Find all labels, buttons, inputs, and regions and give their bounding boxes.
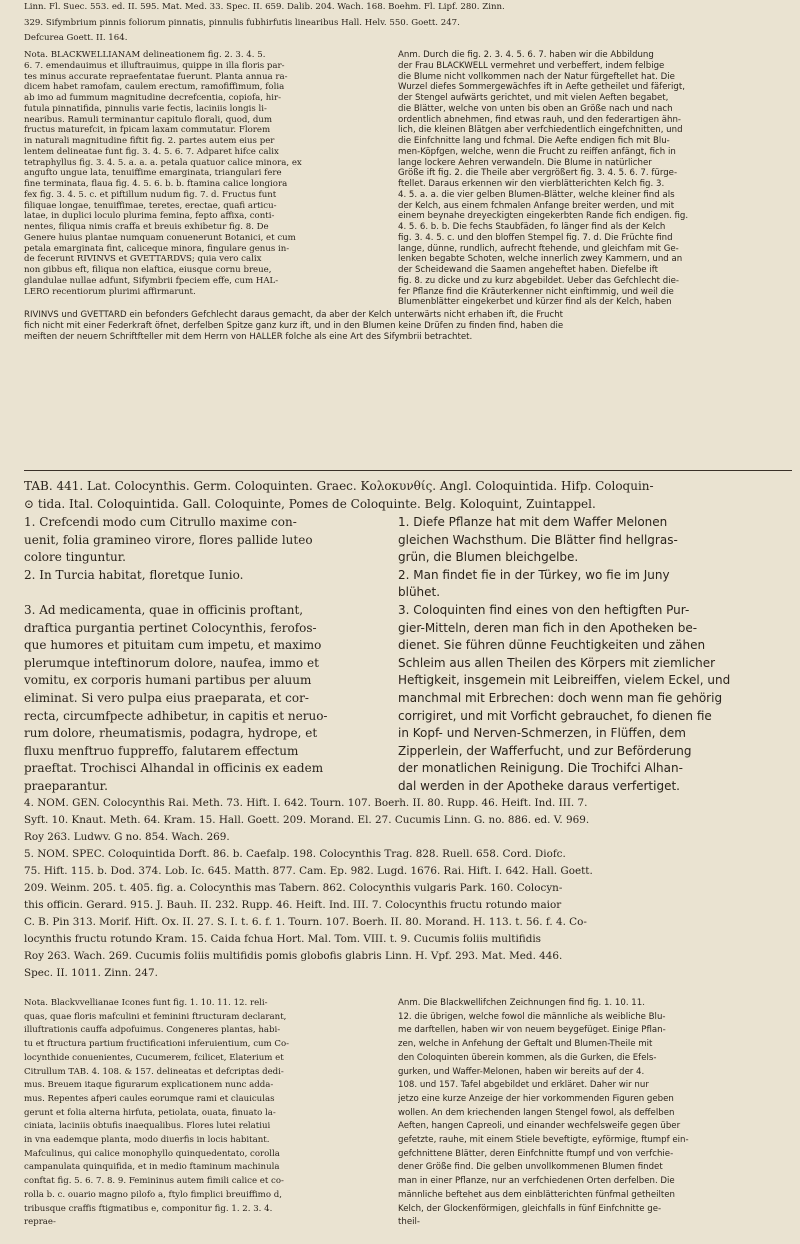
german-item-line: dal werden in der Apotheke daraus verfertiget. — [398, 779, 680, 793]
nota-latin-line: angufto ungue lata, tenuiffime emarginata, triangulari fere — [24, 168, 282, 179]
nota-latin-line: dicem habet ramofam, caulem erectum, ramofiffimum, folia — [24, 82, 285, 93]
nota-latin-line: de fecerunt RIVINVS et GVETTARDVS; quia vero calix — [24, 254, 262, 265]
latin-item-line: vomitu, ex corporis humani partibus per aluum — [24, 673, 312, 688]
nota2-latin-line: quas, quae floris mafculini et feminini ftructuram declarant, — [24, 1011, 287, 1022]
german-item-line: grün, die Blumen bleichgelbe. — [398, 550, 579, 565]
latin-item-line: fluxu menftruo fuppreffo, falutarem effectum — [24, 743, 299, 758]
nota-latin-line: petala emarginata fint, caliceque minora, fingulare genus in- — [24, 243, 290, 254]
anm2-german-line: man in einer Pflanze, nur an verfchiedenen Orten derfelben. Die — [398, 1176, 675, 1187]
anm2-german-line: gefchnittene Blätter, deren Einfchnitte ftumpf und von verfchie- — [398, 1148, 674, 1159]
nota-latin-line: lentem delineatae funt fig. 3. 4. 5. 6. 7. Adparet hifce calix — [24, 146, 279, 157]
german-item-line: dienet. Sie führen dünne Feuchtigkeiten und zähen — [398, 638, 706, 653]
latin-item-line: uenit, folia gramineo virore, flores pallide luteo — [24, 532, 313, 547]
tab-header-line: ⊙ tida. Ital. Coloquintida. Gall. Coloquinte, Pomes de Coloquinte. Belg. Koloquint, Zuintappel. — [24, 496, 596, 511]
nota-latin-line: Nota. BLACKWELLIANAM delineationem fig. 2. 3. 4. 5. — [24, 50, 266, 60]
nota-latin-line: non gibbus eft, filiqua non elaftica, eiusque cornu breue, — [24, 265, 272, 275]
anm2-german-line: wollen. An dem kriechenden langen Stengel fowol, als deffelben — [398, 1107, 675, 1118]
anm-german-line: lich, die kleinen Blätgen aber verfchiedentlich eingefchnitten, und — [398, 125, 683, 136]
german-item-line: der monatlichen Reinigung. Die Trochifci Alhan- — [398, 761, 683, 776]
german-item-line: Schleim aus allen Theilen des Körpers mit ziemlicher — [398, 655, 716, 670]
nomenclature-line: C. B. Pin 313. Morif. Hift. Ox. II. 27. S. I. t. 6. f. 1. Tourn. 107. Boerh. II. 80. Morand. H. 113. t. 56. f. 4. Co- — [24, 916, 587, 928]
nomenclature-line: 4. NOM. GEN. Colocynthis Rai. Meth. 73. Hift. I. 642. Tourn. 107. Boerh. II. 80. Rupp. 46. Heift. Ind. III. 7. — [24, 797, 588, 809]
german-item-line: gleichen Wachsthum. Die Blätter find hellgras- — [398, 532, 678, 547]
nota2-latin-line: locynthide conuenientes, Cucumerem, fcilicet, Elaterium et — [24, 1052, 284, 1063]
anm-german-line: fer Pflanze find die Kräuterkenner nicht einftimmig, und weil die — [398, 286, 674, 297]
nota2-latin-line: Mafculinus, qui calice monophyllo quinquedentato, corolla — [24, 1148, 280, 1159]
german-item-line: corrigiret, und mit Vorficht gebrauchet, fo dienen fie — [398, 708, 712, 723]
anm2-german-line: 108. und 157. Tafel abgebildet und erkläret. Daher wir nur — [398, 1080, 649, 1091]
nomenclature-line: this officin. Gerard. 915. J. Bauh. II. 232. Rupp. 46. Heift. Ind. III. 7. Colocynthis fructu rotundo maior — [24, 899, 562, 911]
nota-latin-line: fex fig. 3. 4. 5. c. et piftillum nudum fig. 7. d. Fructus funt — [24, 189, 277, 200]
anm-german-line: ordentlich abnehmen, find etwas rauh, und den federartigen ähn- — [398, 114, 682, 125]
latin-item-line: recta, circumfpecte adhibetur, in capitis et neruo- — [24, 708, 328, 723]
nota-latin-line: futula pinnatifida, pinnulis varie fectis, laciniis longis li- — [24, 103, 267, 114]
anm2-german-line: Aeften, hangen Capreoli, und einander wechfelsweife gegen über — [398, 1121, 681, 1132]
german-item-line: 2. Man findet fie in der Türkey, wo fie im Juny — [398, 567, 670, 582]
nota2-latin-line: tu et ftructura partium fructificationi inferuientium, cum Co- — [24, 1039, 290, 1050]
latin-item-line: 2. In Turcia habitat, floretque Iunio. — [24, 567, 244, 582]
anm-german-line: men-Köpfgen, welche, wenn die Frucht zu reiffen anfängt, fich in — [398, 146, 676, 157]
nota2-latin-line: gerunt et folia alterna hirfuta, petiolata, ouata, finuato la- — [24, 1107, 276, 1118]
anm-german-line: die Blätter, welche von unten bis oben an Größe nach und nach — [398, 103, 673, 114]
nota2-latin-line: mus. Repentes afperi caules eorumque rami et clauiculas — [24, 1093, 275, 1104]
anm-full-line: RIVINVS und GVETTARD ein befonders Gefchlecht daraus gemacht, da aber der Kelch unterwärts nicht erhaben ift, die Frucht — [24, 310, 564, 320]
anm-full-line: meiften der neuern Schriftfteller mit dem Herrn von HALLER folche als eine Art des Sifymbrii betrachtet. — [24, 331, 473, 342]
anm-german-line: der Scheidewand die Saamen angeheftet haben. Diefelbe ift — [398, 265, 658, 275]
latin-item-line: colore tinguntur. — [24, 550, 126, 565]
nota-latin-line: nearibus. Ramuli terminantur capitulo florali, quod, dum — [24, 114, 273, 125]
anm-german-line: ftellet. Daraus erkennen wir den vierblätterichten Kelch fig. 3. — [398, 179, 665, 189]
anm-german-line: die Einfchnitte lang und fchmal. Die Aefte endigen fich mit Blu- — [398, 136, 670, 146]
latin-item-line: 3. Ad medicamenta, quae in officinis proftant, — [24, 603, 304, 617]
nota-latin-line: nentes, filiqua nimis craffa et breuis exhibetur fig. 8. De — [24, 222, 269, 232]
german-item-line: manchmal mit Erbrechen: doch wenn man fie gehörig — [398, 691, 723, 705]
anm-german-line: der Kelch, aus einem fchmalen Anfange breiter werden, und mit — [398, 200, 675, 211]
anm-german-line: fig. 8. zu dicke und zu kurz abgebildet. Ueber das Gefchlecht die- — [398, 275, 680, 286]
anm2-german-line: männliche beftehet aus dem einblätterichten fünfmal getheilten — [398, 1189, 675, 1200]
german-item-line: in Kopf- und Nerven-Schmerzen, in Flüffen, dem — [398, 726, 686, 741]
nomenclature-line: 75. Hift. 115. b. Dod. 374. Lob. Ic. 645. Matth. 877. Cam. Ep. 982. Lugd. 1676. Rai. Hift. I. 642. Hall. Goett. — [24, 865, 593, 877]
latin-item-line: praeparantur. — [24, 779, 108, 793]
top-ref-line: Linn. Fl. Suec. 553. ed. II. 595. Mat. Med. 33. Spec. II. 659. Dalib. 204. Wach. 168. Boehm. Fl. Lipf. 280. Zinn. — [24, 2, 505, 12]
anm-german-line: Anm. Durch die fig. 2. 3. 4. 5. 6. 7. haben wir die Abbildung — [398, 50, 654, 60]
german-item-line: gier-Mitteln, deren man fich in den Apotheken be- — [398, 620, 698, 635]
anm-german-line: lenken begabte Schoten, welche innerlich zwey Kammern, und an — [398, 254, 683, 265]
nomenclature-line: Spec. II. 1011. Zinn. 247. — [24, 967, 158, 979]
german-item-line: Zipperlein, der Wafferfucht, und zur Beförderung — [398, 743, 692, 758]
top-ref-line: 329. Sifymbrium pinnis foliorum pinnatis, pinnulis fubhirfutis linearibus Hall. Helv. 550. Goett. 247. — [24, 17, 460, 28]
nota-latin-line: tetraphyllus fig. 3. 4. 5. a. a. a. petala quatuor calice minora, ex — [24, 157, 302, 168]
nota-latin-line: fructus maturefcit, in fpicam laxam commutatur. Florem — [24, 125, 271, 136]
nota2-latin-line: conftat fig. 5. 6. 7. 8. 9. Femininus autem fimili calice et co- — [24, 1176, 284, 1187]
nomenclature-line: 5. NOM. SPEC. Coloquintida Dorft. 86. b. Caefalp. 198. Colocynthis Trag. 828. Ruell. 658. Cord. Diofc. — [24, 848, 566, 860]
latin-item-line: que humores et pituitam cum impetu, et maximo — [24, 638, 322, 653]
anm2-german-line: 12. die übrigen, welche fowol die männliche als weibliche Blu- — [398, 1011, 666, 1022]
anm2-german-line: den Coloquinten überein kommen, als die Gurken, die Efels- — [398, 1052, 657, 1063]
anm-german-line: die Blume nicht vollkommen nach der Natur fürgeftellet hat. Die — [398, 71, 675, 82]
nota-latin-line: glandulae nullae adfunt, Sifymbrii fpeciem effe, cum HAL- — [24, 275, 279, 286]
anm-german-line: Blumenblätter eingekerbet und kürzer find als der Kelch, haben — [398, 297, 672, 308]
anm2-german-line: theil- — [398, 1217, 420, 1228]
nota2-latin-line: campanulata quinquifida, et in medio ftaminum machinula — [24, 1162, 280, 1173]
nota-latin-line: 6. 7. emendauimus et illuftrauimus, quippe in illa floris par- — [24, 60, 285, 71]
german-item-line: blühet. — [398, 585, 441, 600]
anm2-german-line: zen, welche in Anfehung der Geftalt und Blumen-Theile mit — [398, 1039, 653, 1050]
anm2-german-line: Kelch, der Glockenförmigen, gleichfalls in fünf Einfchnitte ge- — [398, 1203, 662, 1214]
anm-german-line: Größe ift fig. 2. die Theile aber vergrößert fig. 3. 4. 5. 6. 7. fürge- — [398, 168, 678, 179]
anm2-german-line: gurken, und Waffer-Melonen, haben wir bereits auf der 4. — [398, 1066, 645, 1077]
nota-latin-line: LERO recentiorum plurimi affirmarunt. — [24, 286, 196, 297]
anm-german-line: Wurzel diefes Sommergewächfes ift in Aefte getheilet und fäferigt, — [398, 82, 685, 93]
anm-german-line: 4. 5. a. a. die vier gelben Blumen-Blätter, welche kleiner find als — [398, 189, 675, 200]
nomenclature-line: 209. Weinm. 205. t. 405. fig. a. Colocynthis mas Tabern. 862. Colocynthis vulgaris Park. 160. Colocyn- — [24, 882, 563, 894]
nota2-latin-line: ciniata, laciniis obtufis inaequalibus. Flores lutei relatiui — [24, 1121, 271, 1132]
anm-german-line: lange, dünne, rundlich, aufrecht ftehende, und gleichfam mit Ge- — [398, 243, 679, 254]
latin-item-line: plerumque inteftinorum dolore, naufea, immo et — [24, 655, 319, 670]
anm2-german-line: dener Größe find. Die gelben unvollkommenen Blumen findet — [398, 1162, 663, 1173]
nomenclature-line: Roy 263. Wach. 269. Cucumis foliis multifidis pomis globofis glabris Linn. H. Vpf. 293. Mat. Med. 446. — [24, 950, 563, 962]
latin-item-line: rum dolore, rheumatismis, podagra, hydrope, et — [24, 726, 318, 741]
anm-german-line: der Stengel aufwärts gerichtet, und mit vielen Aeften begabet, — [398, 93, 669, 103]
top-ref-line: Defcurea Goett. II. 164. — [24, 33, 128, 43]
anm2-german-line: Anm. Die Blackwellifchen Zeichnungen find fig. 1. 10. 11. — [398, 998, 645, 1008]
anm-german-line: 4. 5. 6. b. b. Die fechs Staubfäden, fo länger find als der Kelch — [398, 222, 666, 232]
nota2-latin-line: mus. Breuem itaque figurarum explicationem nunc adda- — [24, 1080, 274, 1091]
nota2-latin-line: reprae- — [24, 1217, 56, 1228]
anm2-german-line: me darftellen, haben wir von neuem beygefüget. Einige Pflan- — [398, 1025, 666, 1036]
nota-latin-line: in naturali magnitudine fiftit fig. 2. partes autem eius per — [24, 136, 275, 146]
german-item-line: 1. Diefe Pflanze hat mit dem Waffer Melonen — [398, 515, 668, 529]
latin-item-line: eliminat. Si vero pulpa eius praeparata, et cor- — [24, 691, 309, 705]
nota2-latin-line: illuftrationis cauffa adpofuimus. Congeneres plantas, habi- — [24, 1025, 281, 1036]
nota2-latin-line: in vna eademque planta, modo diuerfis in locis habitant. — [24, 1135, 270, 1145]
nota-latin-line: ab imo ad fummum magnitudine decrefcentia, copiofa, hir- — [24, 93, 282, 103]
anm-german-line: der Frau BLACKWELL vermehret und verbeffert, indem felbige — [398, 60, 665, 71]
anm-german-line: fig. 3. 4. 5. c. und den bloffen Stempel fig. 7. d. Die Früchte find — [398, 232, 673, 243]
latin-item-line: draftica purgantia pertinet Colocynthis, ferofos- — [24, 620, 317, 635]
nota2-latin-line: Citrullum TAB. 4. 108. & 157. delineatas et defcriptas dedi- — [24, 1066, 284, 1077]
nota-latin-line: Genere huius plantae numquam conuenerunt Botanici, et cum — [24, 232, 296, 243]
latin-item-line: 1. Crefcendi modo cum Citrullo maxime con- — [24, 515, 297, 529]
nota-latin-line: latae, in duplici loculo plurima femina, fepto affixa, conti- — [24, 211, 275, 222]
anm2-german-line: gefetzte, rauhe, mit einem Stiele beveftigte, eyförmige, ftumpf ein- — [398, 1135, 689, 1145]
latin-item-line: praeftat. Trochisci Alhandal in officinis ex eadem — [24, 761, 324, 776]
nomenclature-line: Syft. 10. Knaut. Meth. 64. Kram. 15. Hall. Goett. 209. Morand. El. 27. Cucumis Linn. G. no. 886. ed. V. 969. — [24, 814, 590, 826]
anm-german-line: lange lockere Aehren verwandeln. Die Blume in natürlicher — [398, 157, 652, 168]
anm-german-line: einem beynahe dreyeckigten eingekerbten Rande fich endigen. fig. — [398, 211, 689, 222]
nota2-latin-line: Nota. Blackvvellianae Icones funt fig. 1. 10. 11. 12. reli- — [24, 998, 268, 1008]
nota2-latin-line: rolla b. c. ouario magno pilofo a, ftylo fimplici breuiffimo d, — [24, 1189, 282, 1200]
anm2-german-line: jetzo eine kurze Anzeige der hier vorkommenden Figuren geben — [398, 1093, 674, 1104]
nomenclature-line: locynthis fructu rotundo Kram. 15. Caida fchua Hort. Mal. Tom. VIII. t. 9. Cucumis foliis multifidis — [24, 933, 542, 945]
nomenclature-line: Roy 263. Ludwv. G no. 854. Wach. 269. — [24, 831, 230, 843]
tab-header-line: TAB. 441. Lat. Colocynthis. Germ. Coloquinten. Graec. Κολοκυνθίς. Angl. Coloquintida. Hifp. Coloquin- — [24, 479, 654, 493]
german-item-line: 3. Coloquinten find eines von den heftigften Pur- — [398, 603, 690, 617]
section-divider — [24, 470, 792, 471]
german-item-line: Heftigkeit, insgemein mit Leibreiffen, vielem Eckel, und — [398, 673, 731, 688]
nota-latin-line: tes minus accurate repraefentatae fuerunt. Planta annua ra- — [24, 71, 288, 82]
nota-latin-line: filiquae longae, tenuiffimae, teretes, erectae, quafi articu- — [24, 200, 277, 211]
nota2-latin-line: tribusque craffis ftigmatibus e, componitur fig. 1. 2. 3. 4. — [24, 1203, 273, 1214]
nota-latin-line: fine terminata, flaua fig. 4. 5. 6. b. b. ftamina calice longiora — [24, 179, 288, 189]
anm-full-line: fich nicht mit einer Federkraft öfnet, derfelben Spitze ganz kurz ift, und in den Blumen keine Drüfen zu finden find, haben die — [24, 320, 564, 331]
